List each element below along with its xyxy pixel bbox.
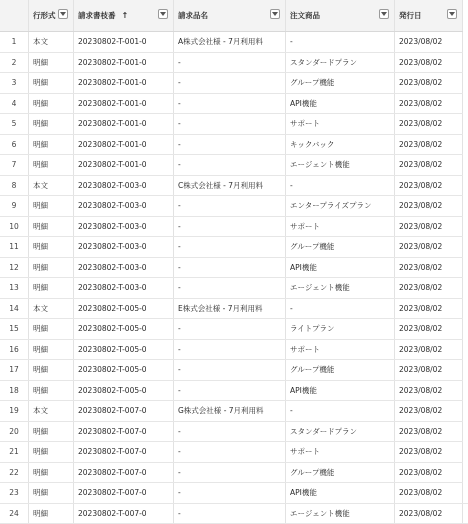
cell-item-name[interactable]: - (174, 381, 286, 401)
cell-date[interactable]: 2023/08/02 (395, 422, 463, 442)
cell-invoice[interactable]: 20230802-T-001-0 (74, 155, 174, 175)
cell-type[interactable]: 明細 (29, 278, 74, 298)
row-number: 18 (0, 381, 29, 401)
cell-product[interactable]: エージェント機能 (286, 504, 395, 524)
cell-date[interactable]: 2023/08/02 (395, 340, 463, 360)
cell-type[interactable]: 本文 (29, 176, 74, 196)
row-number: 9 (0, 196, 29, 216)
cell-product[interactable]: ライトプラン (286, 319, 395, 339)
chevron-down-icon (381, 12, 387, 16)
cell-invoice[interactable]: 20230802-T-003-0 (74, 217, 174, 237)
cell-invoice[interactable]: 20230802-T-007-0 (74, 442, 174, 462)
cell-item-name[interactable]: - (174, 278, 286, 298)
cell-date[interactable]: 2023/08/02 (395, 278, 463, 298)
cell-item-name[interactable]: A株式会社様 - 7月利用料 (174, 32, 286, 52)
row-number: 5 (0, 114, 29, 134)
table-row[interactable] (0, 442, 468, 463)
header-invoice[interactable] (74, 0, 174, 31)
cell-item-name[interactable]: - (174, 340, 286, 360)
cell-item-name[interactable]: - (174, 442, 286, 462)
row-number: 4 (0, 94, 29, 114)
header-item-name[interactable] (174, 0, 286, 31)
row-number: 6 (0, 135, 29, 155)
chevron-down-icon (60, 12, 66, 16)
row-number: 17 (0, 360, 29, 380)
table-row[interactable] (0, 176, 468, 197)
cell-product[interactable]: - (286, 32, 395, 52)
table-row[interactable] (0, 422, 468, 443)
cell-date[interactable]: 2023/08/02 (395, 504, 463, 524)
table-row[interactable] (0, 483, 468, 504)
header-type-label: 行形式 (33, 10, 56, 21)
cell-item-name[interactable]: - (174, 135, 286, 155)
cell-item-name[interactable]: - (174, 463, 286, 483)
cell-item-name[interactable]: - (174, 483, 286, 503)
cell-item-name[interactable]: - (174, 114, 286, 134)
table-row[interactable] (0, 504, 468, 524)
table-row[interactable] (0, 381, 468, 402)
cell-type[interactable]: 明細 (29, 319, 74, 339)
row-number: 3 (0, 73, 29, 93)
cell-product[interactable]: スタンダードプラン (286, 53, 395, 73)
cell-item-name[interactable]: C株式会社様 - 7月利用料 (174, 176, 286, 196)
cell-invoice[interactable]: 20230802-T-001-0 (74, 94, 174, 114)
table-row[interactable] (0, 155, 468, 176)
table-row[interactable] (0, 340, 468, 361)
product-filter-button[interactable] (379, 9, 389, 19)
cell-invoice[interactable]: 20230802-T-007-0 (74, 401, 174, 421)
chevron-down-icon (272, 12, 278, 16)
scroll-edge (463, 0, 468, 500)
cell-type[interactable]: 明細 (29, 258, 74, 278)
header-product-label: 注文商品 (290, 10, 320, 21)
cell-product[interactable]: API機能 (286, 381, 395, 401)
cell-item-name[interactable]: - (174, 196, 286, 216)
row-number: 7 (0, 155, 29, 175)
table-row[interactable] (0, 73, 468, 94)
cell-item-name[interactable]: - (174, 504, 286, 524)
cell-product[interactable]: サポート (286, 217, 395, 237)
cell-item-name[interactable]: - (174, 94, 286, 114)
cell-type[interactable]: 本文 (29, 401, 74, 421)
cell-date[interactable]: 2023/08/02 (395, 196, 463, 216)
cell-type[interactable]: 明細 (29, 360, 74, 380)
row-number: 8 (0, 176, 29, 196)
header-date-label: 発行日 (399, 10, 422, 21)
cell-type[interactable]: 明細 (29, 422, 74, 442)
row-number: 12 (0, 258, 29, 278)
cell-date[interactable]: 2023/08/02 (395, 217, 463, 237)
cell-product[interactable]: グループ機能 (286, 360, 395, 380)
cell-product[interactable]: - (286, 401, 395, 421)
row-number: 1 (0, 32, 29, 52)
table-row[interactable] (0, 319, 468, 340)
sort-ascending-icon[interactable]: ↑ (122, 11, 129, 20)
cell-date[interactable]: 2023/08/02 (395, 114, 463, 134)
cell-item-name[interactable]: - (174, 258, 286, 278)
cell-type[interactable]: 明細 (29, 196, 74, 216)
cell-date[interactable]: 2023/08/02 (395, 401, 463, 421)
cell-invoice[interactable]: 20230802-T-005-0 (74, 340, 174, 360)
table-row[interactable] (0, 94, 468, 115)
cell-date[interactable]: 2023/08/02 (395, 73, 463, 93)
cell-date[interactable]: 2023/08/02 (395, 258, 463, 278)
cell-invoice[interactable]: 20230802-T-001-0 (74, 53, 174, 73)
cell-item-name[interactable]: - (174, 53, 286, 73)
cell-date[interactable]: 2023/08/02 (395, 299, 463, 319)
row-number: 14 (0, 299, 29, 319)
cell-product[interactable]: グループ機能 (286, 73, 395, 93)
row-number: 15 (0, 319, 29, 339)
cell-date[interactable]: 2023/08/02 (395, 483, 463, 503)
cell-type[interactable]: 明細 (29, 94, 74, 114)
cell-date[interactable]: 2023/08/02 (395, 237, 463, 257)
cell-product[interactable]: グループ機能 (286, 237, 395, 257)
cell-product[interactable]: エージェント機能 (286, 278, 395, 298)
cell-date[interactable]: 2023/08/02 (395, 381, 463, 401)
cell-invoice[interactable]: 20230802-T-007-0 (74, 422, 174, 442)
row-number: 20 (0, 422, 29, 442)
cell-date[interactable]: 2023/08/02 (395, 155, 463, 175)
cell-date[interactable]: 2023/08/02 (395, 463, 463, 483)
header-item-name-label: 請求品名 (178, 10, 208, 21)
cell-type[interactable]: 明細 (29, 237, 74, 257)
table-row[interactable] (0, 463, 468, 484)
cell-product[interactable]: キックバック (286, 135, 395, 155)
date-filter-button[interactable] (447, 9, 457, 19)
chevron-down-icon (449, 12, 455, 16)
table-header (0, 0, 468, 32)
cell-item-name[interactable]: G株式会社様 - 7月利用料 (174, 401, 286, 421)
row-number: 2 (0, 53, 29, 73)
cell-type[interactable]: 明細 (29, 135, 74, 155)
table-row[interactable] (0, 237, 468, 258)
row-number: 24 (0, 504, 29, 524)
table-row[interactable] (0, 32, 468, 53)
cell-product[interactable]: - (286, 299, 395, 319)
cell-item-name[interactable]: - (174, 217, 286, 237)
table-row[interactable] (0, 360, 468, 381)
table-row[interactable] (0, 401, 468, 422)
cell-item-name[interactable]: - (174, 237, 286, 257)
cell-type[interactable]: 明細 (29, 463, 74, 483)
cell-product[interactable]: - (286, 176, 395, 196)
header-rownum (0, 0, 29, 31)
cell-invoice[interactable]: 20230802-T-007-0 (74, 504, 174, 524)
row-number: 10 (0, 217, 29, 237)
cell-item-name[interactable]: - (174, 422, 286, 442)
cell-invoice[interactable]: 20230802-T-001-0 (74, 114, 174, 134)
cell-type[interactable]: 本文 (29, 299, 74, 319)
row-number: 11 (0, 237, 29, 257)
table-row[interactable] (0, 114, 468, 135)
invoice-filter-button[interactable] (158, 9, 168, 19)
cell-invoice[interactable]: 20230802-T-003-0 (74, 176, 174, 196)
table-row[interactable] (0, 258, 468, 279)
cell-type[interactable]: 明細 (29, 381, 74, 401)
table-row[interactable] (0, 135, 468, 156)
cell-invoice[interactable]: 20230802-T-005-0 (74, 299, 174, 319)
row-number: 13 (0, 278, 29, 298)
table-row[interactable] (0, 217, 468, 238)
row-number: 16 (0, 340, 29, 360)
cell-product[interactable]: サポート (286, 114, 395, 134)
cell-invoice[interactable]: 20230802-T-007-0 (74, 483, 174, 503)
table-row[interactable] (0, 278, 468, 299)
cell-date[interactable]: 2023/08/02 (395, 176, 463, 196)
cell-product[interactable]: グループ機能 (286, 463, 395, 483)
cell-date[interactable]: 2023/08/02 (395, 94, 463, 114)
row-number: 21 (0, 442, 29, 462)
cell-type[interactable]: 明細 (29, 114, 74, 134)
cell-invoice[interactable]: 20230802-T-003-0 (74, 237, 174, 257)
cell-type[interactable]: 明細 (29, 340, 74, 360)
cell-type[interactable]: 明細 (29, 217, 74, 237)
cell-item-name[interactable]: - (174, 319, 286, 339)
cell-invoice[interactable]: 20230802-T-003-0 (74, 278, 174, 298)
cell-type[interactable]: 明細 (29, 442, 74, 462)
cell-invoice[interactable]: 20230802-T-007-0 (74, 463, 174, 483)
cell-date[interactable]: 2023/08/02 (395, 360, 463, 380)
header-product[interactable] (286, 0, 395, 31)
cell-type[interactable]: 明細 (29, 504, 74, 524)
cell-product[interactable]: API機能 (286, 258, 395, 278)
cell-date[interactable]: 2023/08/02 (395, 32, 463, 52)
cell-product[interactable]: スタンダードプラン (286, 422, 395, 442)
chevron-down-icon (160, 12, 166, 16)
cell-product[interactable]: API機能 (286, 483, 395, 503)
table-row[interactable] (0, 53, 468, 74)
cell-invoice[interactable]: 20230802-T-001-0 (74, 73, 174, 93)
cell-product[interactable]: サポート (286, 340, 395, 360)
cell-invoice[interactable]: 20230802-T-005-0 (74, 319, 174, 339)
cell-invoice[interactable]: 20230802-T-003-0 (74, 196, 174, 216)
table-row[interactable] (0, 299, 468, 320)
cell-item-name[interactable]: - (174, 73, 286, 93)
item-name-filter-button[interactable] (270, 9, 280, 19)
cell-date[interactable]: 2023/08/02 (395, 319, 463, 339)
header-date[interactable] (395, 0, 463, 31)
cell-invoice[interactable]: 20230802-T-003-0 (74, 258, 174, 278)
cell-invoice[interactable]: 20230802-T-001-0 (74, 32, 174, 52)
table-row[interactable] (0, 196, 468, 217)
cell-type[interactable]: 本文 (29, 32, 74, 52)
row-number: 22 (0, 463, 29, 483)
cell-invoice[interactable]: 20230802-T-005-0 (74, 360, 174, 380)
cell-product[interactable]: サポート (286, 442, 395, 462)
cell-type[interactable]: 明細 (29, 483, 74, 503)
cell-date[interactable]: 2023/08/02 (395, 442, 463, 462)
cell-type[interactable]: 明細 (29, 53, 74, 73)
cell-item-name[interactable]: - (174, 360, 286, 380)
cell-type[interactable]: 明細 (29, 73, 74, 93)
cell-invoice[interactable]: 20230802-T-001-0 (74, 135, 174, 155)
cell-product[interactable]: エンタープライズプラン (286, 196, 395, 216)
type-filter-button[interactable] (58, 9, 68, 19)
header-type[interactable] (29, 0, 74, 31)
cell-type[interactable]: 明細 (29, 155, 74, 175)
cell-date[interactable]: 2023/08/02 (395, 53, 463, 73)
cell-product[interactable]: エージェント機能 (286, 155, 395, 175)
row-number: 23 (0, 483, 29, 503)
cell-product[interactable]: API機能 (286, 94, 395, 114)
cell-invoice[interactable]: 20230802-T-005-0 (74, 381, 174, 401)
cell-item-name[interactable]: - (174, 155, 286, 175)
cell-date[interactable]: 2023/08/02 (395, 135, 463, 155)
row-number: 19 (0, 401, 29, 421)
cell-item-name[interactable]: E株式会社様 - 7月利用料 (174, 299, 286, 319)
header-invoice-label: 請求書枝番 (78, 10, 116, 21)
